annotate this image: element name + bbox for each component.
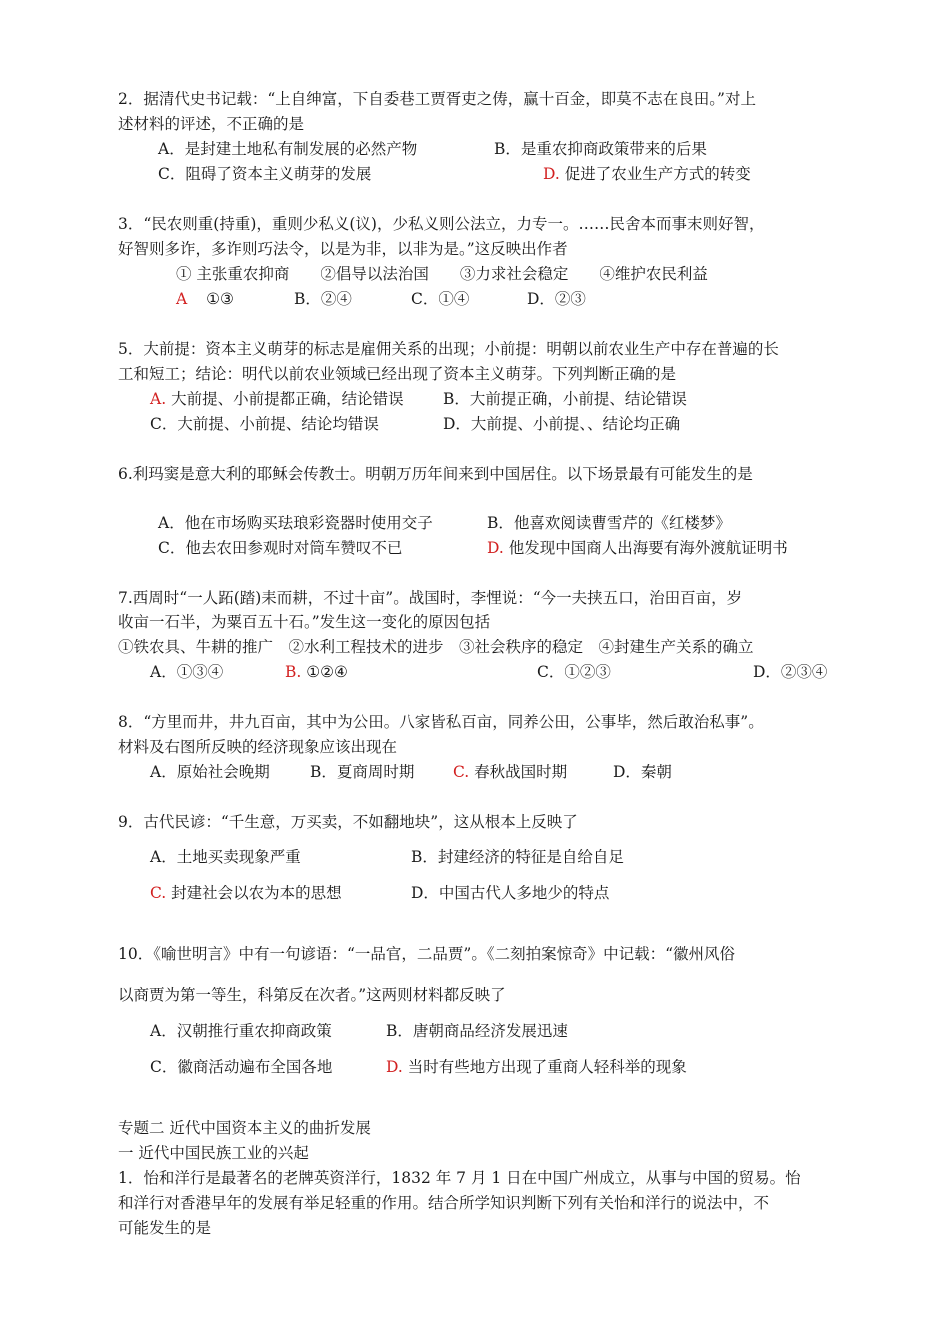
q8-stem-line1: 8．“方里而井，井九百亩，其中为公田。八家皆私百亩，同养公田，公事毕，然后敢治私事”。 bbox=[118, 713, 764, 731]
q9-option-d: D．中国古代人多地少的特点 bbox=[411, 884, 610, 902]
q10-option-d bbox=[386, 1057, 687, 1077]
section-q1-line1: 1．怡和洋行是最著名的老牌英资洋行，1832 年 7 月 1 日在中国广州成立，从事与中国的贸易。怡 bbox=[118, 1169, 801, 1187]
q7-option-b bbox=[285, 662, 348, 682]
q7-option-d: D．②③④ bbox=[753, 663, 828, 681]
q3-stem-line2: 好智则多诈，多诈则巧法令，以是为非，以非为是。”这反映出作者 bbox=[118, 240, 568, 258]
q3-option-c: C．①④ bbox=[411, 290, 470, 308]
q8-option-c-text: 春秋战国时期 bbox=[474, 763, 568, 781]
q2-answer-letter: D. bbox=[543, 165, 560, 183]
q9-stem-line1: 9．古代民谚：“千生意，万买卖，不如翻地块”，这从根本上反映了 bbox=[118, 813, 578, 831]
section-subtitle: 一 近代中国民族工业的兴起 bbox=[118, 1144, 309, 1162]
q2-stem-line2: 述材料的评述，不正确的是 bbox=[118, 115, 305, 133]
q6-answer-letter: D. bbox=[487, 539, 504, 557]
q7-stem-line1: 7.西周时“一人跖(踏)耒而耕，不过十亩”。战国时，李悝说：“今一夫挟五口，治田百亩，岁 bbox=[118, 589, 743, 607]
q10-option-c: C．徽商活动遍布全国各地 bbox=[150, 1058, 333, 1076]
q6-option-d-text: 他发现中国商人出海要有海外渡航证明书 bbox=[508, 539, 788, 557]
q3-items: ① 主张重农抑商 ②倡导以法治国 ③力求社会稳定 ④维护农民利益 bbox=[176, 265, 708, 283]
q2-stem-line1: 2．据清代史书记载：“上自绅富，下自委巷工贾胥吏之俦，赢十百金，即莫不志在良田。”对上 bbox=[118, 90, 756, 108]
q10-stem-line1: 10．《喻世明言》中有一句谚语：“一品官，二品贾”。《二刻拍案惊奇》中记载：“徽州风俗 bbox=[118, 945, 735, 963]
q2-option-d bbox=[543, 164, 751, 184]
q5-option-b: B．大前提正确，小前提、结论错误 bbox=[443, 390, 687, 408]
q8-option-d: D．秦朝 bbox=[613, 763, 672, 781]
q7-items: ①铁农具、牛耕的推广 ②水利工程技术的进步 ③社会秩序的稳定 ④封建生产关系的确立 bbox=[118, 638, 754, 656]
q9-option-c bbox=[150, 883, 342, 903]
q3-answer-letter: A bbox=[176, 290, 188, 308]
q3-stem-line1: 3．“民农则重(持重)，重则少私义(议)，少私义则公法立，力专一。……民舍本而事末则好智， bbox=[118, 215, 765, 233]
q9-option-b: B．封建经济的特征是自给自足 bbox=[411, 848, 624, 866]
q10-option-a: A．汉朝推行重农抑商政策 bbox=[150, 1022, 332, 1040]
section-title: 专题二 近代中国资本主义的曲折发展 bbox=[118, 1119, 371, 1137]
q5-option-c: C．大前提、小前提、结论均错误 bbox=[150, 415, 379, 433]
q6-stem-line1: 6.利玛窦是意大利的耶稣会传教士。明朝万历年间来到中国居住。以下场景最有可能发生的是 bbox=[118, 465, 753, 483]
q2-option-a: A．是封建土地私有制发展的必然产物 bbox=[158, 140, 418, 158]
section-q1-line2: 和洋行对香港早年的发展有举足轻重的作用。结合所学知识判断下列有关怡和洋行的说法中，不 bbox=[118, 1194, 770, 1212]
q7-option-c: C．①②③ bbox=[537, 663, 611, 681]
q5-option-d: D．大前提、小前提、、结论均正确 bbox=[443, 415, 681, 433]
q6-option-c: C．他去农田参观时对筒车赞叹不已 bbox=[158, 539, 403, 557]
q8-option-c bbox=[453, 762, 567, 782]
q8-stem-line2: 材料及右图所反映的经济现象应该出现在 bbox=[118, 738, 398, 756]
q10-answer-letter: D. bbox=[386, 1058, 403, 1076]
q10-option-b: B．唐朝商品经济发展迅速 bbox=[386, 1022, 568, 1040]
q8-option-b: B．夏商周时期 bbox=[310, 763, 415, 781]
q5-option-a-text: 大前提、小前提都正确，结论错误 bbox=[171, 390, 404, 408]
q9-option-c-text: 封建社会以农为本的思想 bbox=[171, 884, 342, 902]
q7-option-a: A．①③④ bbox=[150, 663, 224, 681]
q3-option-a-text: ①③ bbox=[206, 290, 234, 308]
q6-option-a: A．他在市场购买珐琅彩瓷器时使用交子 bbox=[158, 514, 433, 532]
section-q1-line3: 可能发生的是 bbox=[118, 1219, 212, 1237]
q3-option-b: B．②④ bbox=[294, 290, 352, 308]
q3-option-a bbox=[176, 289, 234, 309]
q5-stem-line2: 工和短工；结论：明代以前农业领域已经出现了资本主义萌芽。下列判断正确的是 bbox=[118, 365, 677, 383]
q5-answer-letter: A. bbox=[150, 390, 167, 408]
q9-answer-letter: C. bbox=[150, 884, 167, 902]
q6-option-d bbox=[487, 538, 788, 558]
q7-answer-letter: B. bbox=[285, 663, 302, 681]
q7-stem-line2: 收亩一石半，为粟百五十石。”发生这一变化的原因包括 bbox=[118, 613, 491, 631]
q10-stem-line2: 以商贾为第一等生，科第反在次者。”这两则材料都反映了 bbox=[118, 986, 506, 1004]
q8-option-a: A．原始社会晚期 bbox=[150, 763, 270, 781]
q5-stem-line1: 5．大前提：资本主义萌芽的标志是雇佣关系的出现；小前提：明朝以前农业生产中存在普遍的长 bbox=[118, 340, 779, 358]
q6-option-b: B．他喜欢阅读曹雪芹的《红楼梦》 bbox=[487, 514, 731, 532]
q3-option-d: D．②③ bbox=[527, 290, 586, 308]
q2-option-b: B．是重农抑商政策带来的后果 bbox=[494, 140, 707, 158]
q10-option-d-text: 当时有些地方出现了重商人轻科举的现象 bbox=[407, 1058, 687, 1076]
q8-answer-letter: C. bbox=[453, 763, 470, 781]
q5-option-a bbox=[150, 389, 404, 409]
q2-option-d-text: 促进了农业生产方式的转变 bbox=[564, 165, 751, 183]
q2-option-c: C．阻碍了资本主义萌芽的发展 bbox=[158, 165, 372, 183]
q7-option-b-text: ①②④ bbox=[306, 663, 348, 681]
q9-option-a: A．土地买卖现象严重 bbox=[150, 848, 301, 866]
